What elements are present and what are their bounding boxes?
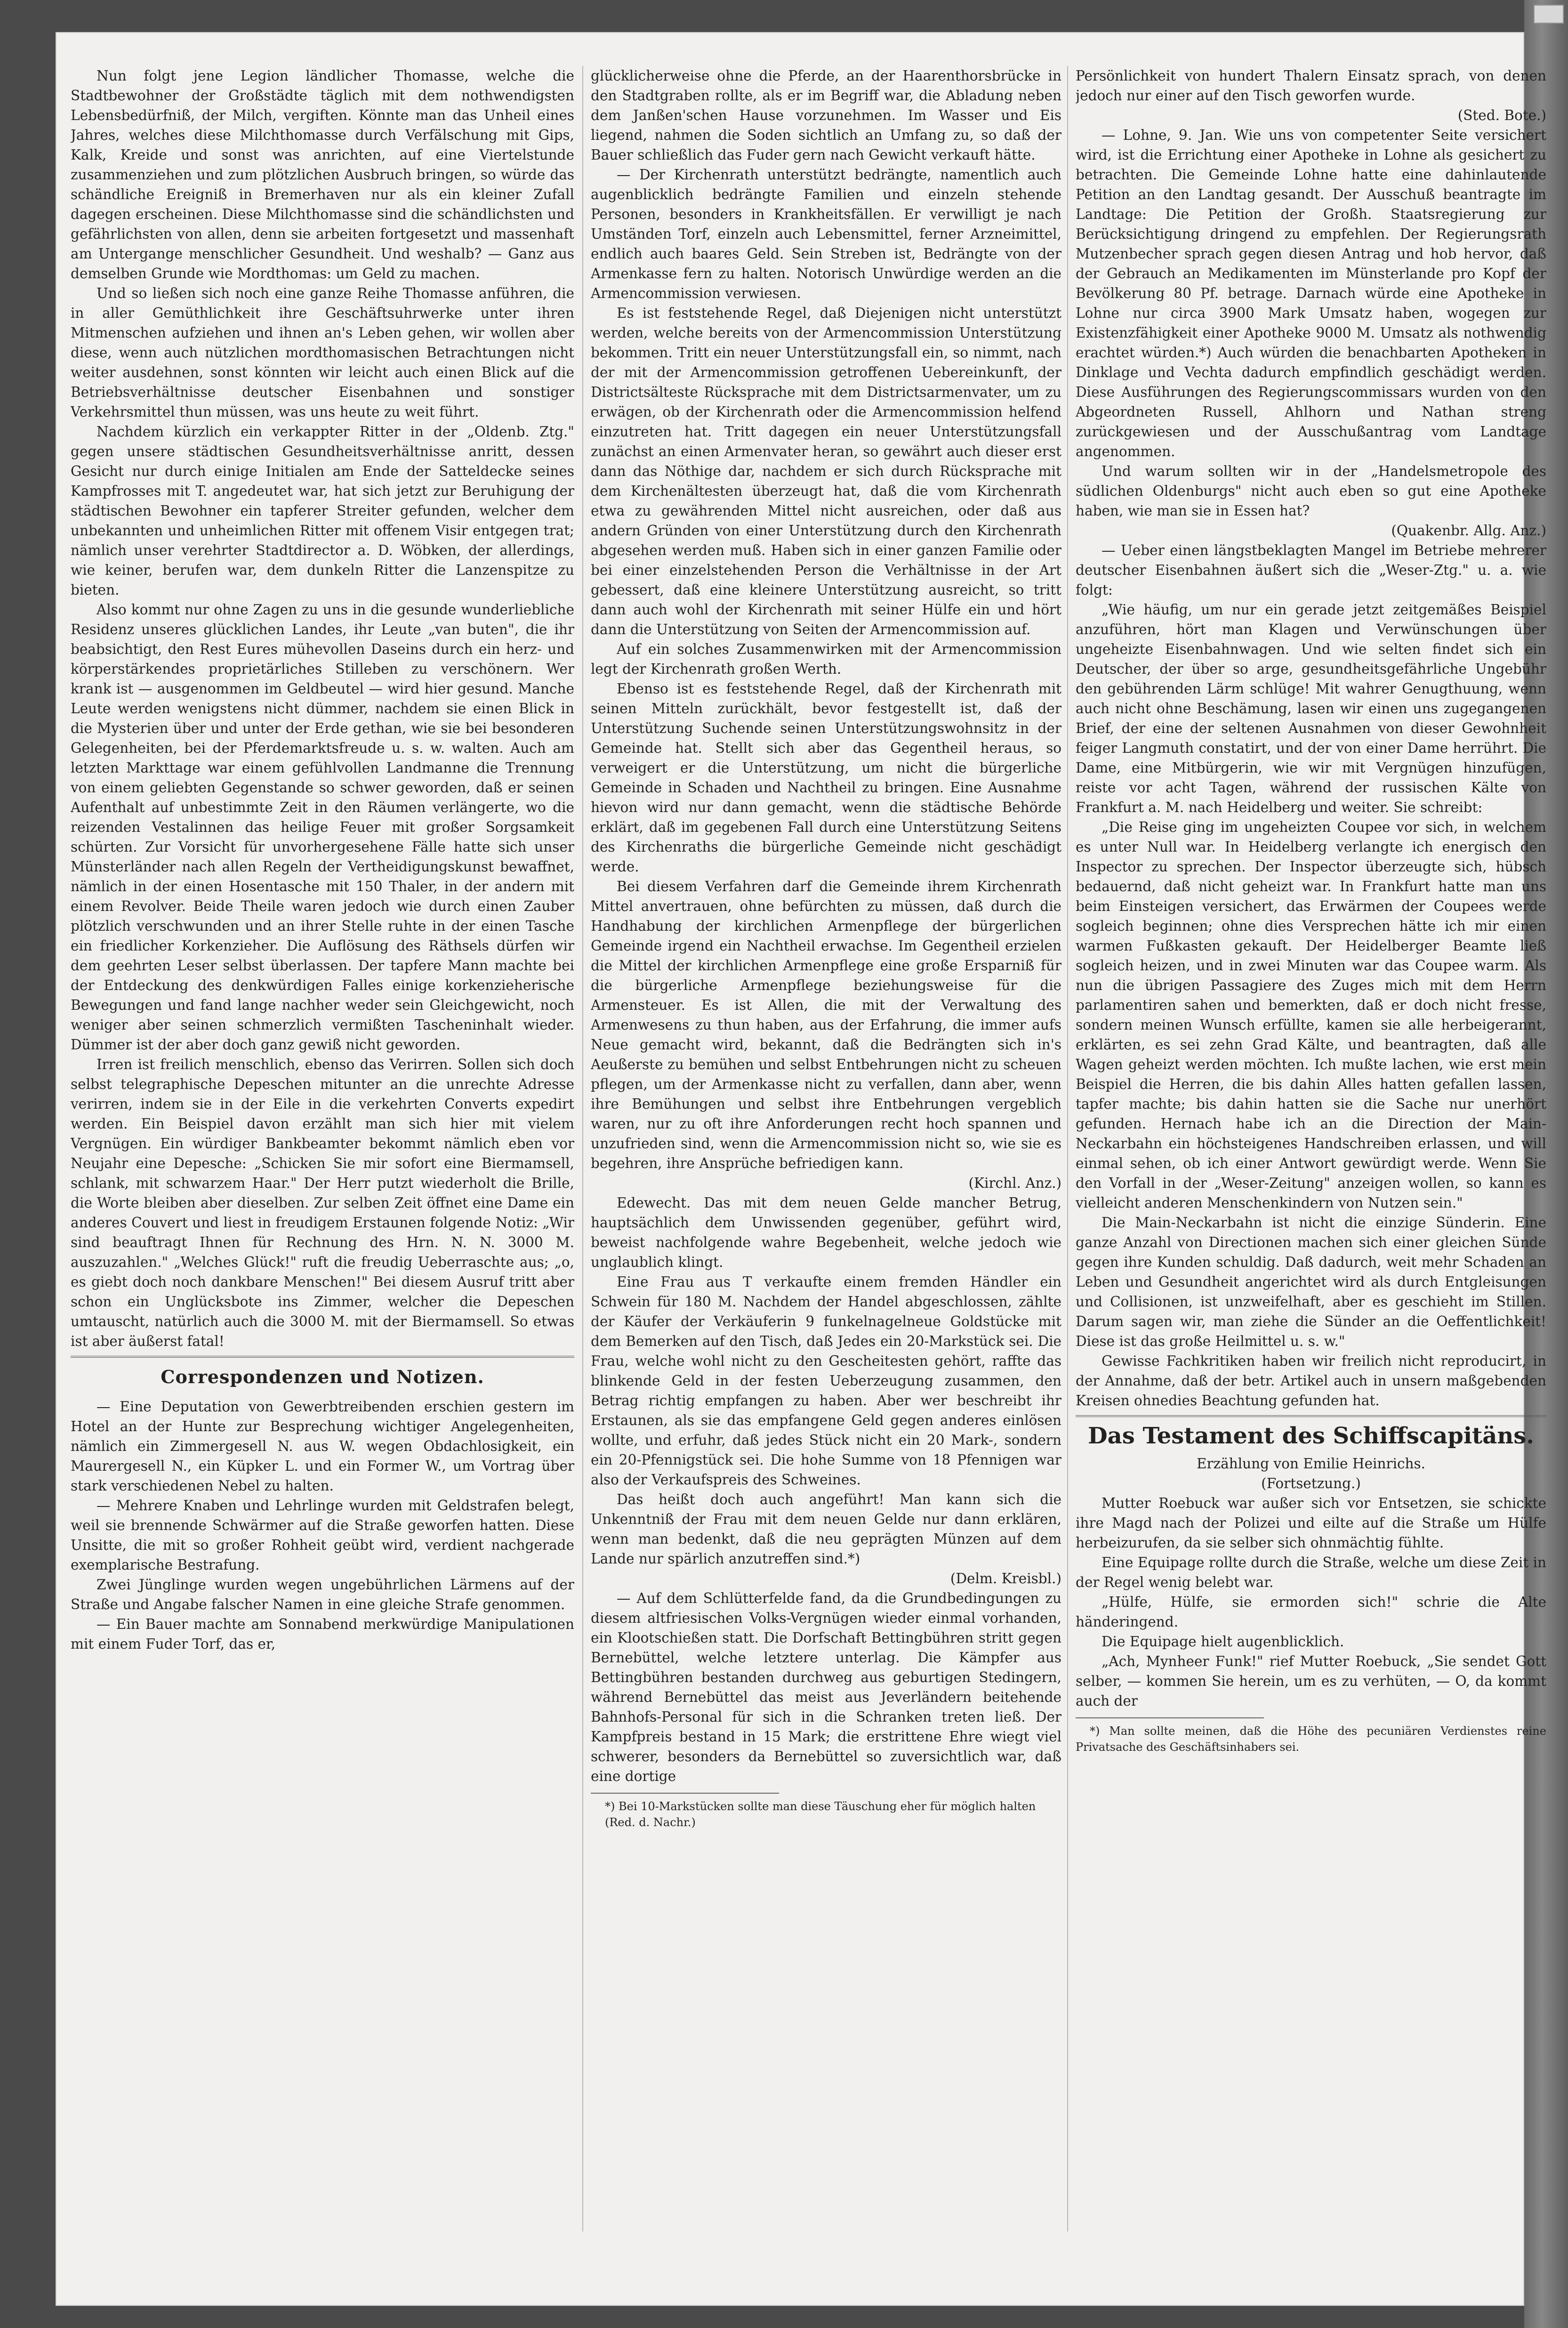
source-citation: (Sted. Bote.) <box>1457 107 1546 123</box>
footnote-rule <box>591 1793 779 1794</box>
paragraph: — Lohne, 9. Jan. Wie uns von competenter Seite versichert wird, ist die Errichtung einer Apotheke in Lohne als gesichert zu betrachten. Die Gemeinde Lohne hatte eine dahinlautende Petition an den Landtag gesandt. Der Ausschuß beantragte im Landtage: Die Petition der Großh. Staatsregierung zur Berücksichtigung dringend zu empfehlen. Der Regierungsrath Mutzenbecher sprach gegen diesen Antrag und hob hervor, daß der Gebrauch an Medikamenten im Münsterlande pro Kopf der Bevölkerung 80 Pf. betrage. Darnach würde eine Apotheke in Lohne nur circa 3900 Mark Umsatz haben, wogegen zur Existenzfähigkeit einer Apotheke 9000 M. Umsatz als nothwendig erachtet würden.*) Auch würden die benachbarten Apotheken in Dinklage und Vechta dadurch empfindlich geschädigt werden. Diese Ausführungen des Regierungscommissars wurden von den Abgeordneten Russell, Ahlhorn und Nathan streng zurückgewiesen und der Ausschußantrag vom Landtage angenommen. <box>1076 127 1546 459</box>
section-rule <box>71 1356 574 1358</box>
column-separator <box>1067 66 1068 2231</box>
paragraph: „Die Reise ging im ungeheizten Coupee vor sich, in welchem es unter Null war. In Heidelberg verlangte ich energisch den Inspector zu sprechen. Der Inspector überzeugte sich, hübsch bedauernd, daß nicht geheizt war. In Frankfurt hatte man uns beim Einsteigen versichert, das Erwärmen der Coupees werde sogleich beginnen; ohne dies Versprechen hätte ich mir einen warmen Fußkasten gekauft. Der Heidelberger Beamte ließ sogleich heizen, und in zwei Minuten war das Coupee warm. Als nun die übrigen Passagiere des Zuges mich mit dem Herrn parlamentiren sahen und bemerkten, daß er doch nicht fresse, sondern meinen Wunsch erfüllte, kamen sie alle herbeigerannt, erklärten, es sei zehn Grad Kälte, und beantragten, daß alle Wagen geheizt werden möchten. Ich mußte lachen, wie erst mein Beispiel die Herren, die bis dahin Alles hatten gefallen lassen, tapfer machte; bis dahin hatten sie die Sache nur unerhört gefunden. Hernach habe ich an die Direction der Main-Neckarbahn ein höchsteigenes Handschreiben erlassen, und will einmal sehen, ob ich einer Antwort gewürdigt werde. Wenn Sie den Vorfall in der „Weser-Zeitung" anzeigen wollen, so kann es vielleicht anderen Menschenkindern von Nutzen sein." <box>1076 819 1546 1211</box>
footnote-source: (Red. d. Nachr.) <box>605 1816 696 1829</box>
story-continuation: (Fortsetzung.) <box>1261 1475 1361 1491</box>
story-paragraph: Mutter Roebuck war außer sich vor Entsetzen, sie schickte ihre Magd nach der Polizei und eilte auf die Straße um Hülfe herbeizurufen, da sie selber sich ohnmächtig fühlte. <box>1076 1495 1546 1551</box>
paragraph: „Wie häufig, um nur ein gerade jetzt zeitgemäßes Beispiel anzuführen, hört man Klagen und Verwünschungen über ungeheizte Eisenbahnwagen. Und wie selten findet sich ein Deutscher, der über so arge, gesundheitsgefährliche Ungebühr den gebührenden Lärm schlüge! Mit wahrer Genugthuung, wenn auch nicht ohne Beschämung, lasen wir einen uns zugegangenen Brief, der eine der seltenen Ausnahmen von dieser Gewohnheit feiger Langmuth constatirt, und der von einer Dame herrührt. Die Dame, eine Mitbürgerin, wie wir mit Vergnügen hinzufügen, reiste vor acht Tagen, während der russischen Kälte von Frankfurt a. M. nach Heidelberg und weiter. Sie schreibt: <box>1076 602 1546 815</box>
notice: — Eine Deputation von Gewerbtreibenden erschien gestern im Hotel an der Hunte zur Besprechung wichtiger Angelegenheiten, nämlich ein Zimmergesell N. aus W. wegen Obdachlosigkeit, ein Maurergesell N., ein Küpker L. und ein Former W., um Vortrag über stark verschiedenen Nebel zu halten. <box>71 1399 574 1494</box>
story-paragraph: „Hülfe, Hülfe, sie ermorden sich!" schrie die Alte händeringend. <box>1076 1594 1546 1630</box>
footnote: *) Man sollte meinen, daß die Höhe des pecuniären Verdienstes reine Privatsache des Geschäftsinhabers sei. <box>1076 1724 1546 1754</box>
paragraph: Irren ist freilich menschlich, ebenso das Verirren. Sollen sich doch selbst telegraphische Depeschen mitunter an die unrechte Adresse verirren, indem sie in der Eile in die verkehrten Converts expedirt werden. Ein Beispiel davon erzählt man sich hier mit vielem Vergnügen. Ein würdiger Bankbeamter bekommt nämlich eben vor Neujahr eine Depesche: „Schicken Sie mir sofort eine Biermamsell, schlank, mit schwarzem Haar." Der Herr putzt wiederholt die Brille, die Worte bleiben aber dieselben. Zur selben Zeit öffnet eine Dame ein anderes Couvert und liest in freudigem Erstaunen folgende Notiz: „Wir sind beauftragt Ihnen für Rechnung des Hrn. N. N. 3000 M. auszuzahlen." „Welches Glück!" ruft die freudig Ueberraschte aus; „o, es giebt doch noch dankbare Menschen!" Bei diesem Ausruf tritt aber schon ein Unglücksbote ins Zimmer, welcher die Depeschen umtauscht, natürlich auch die 3000 M. mit der Biermamsell. So etwas ist aber äußerst fatal! <box>71 1056 574 1349</box>
paragraph: Es ist feststehende Regel, daß Diejenigen nicht unterstützt werden, welche bereits von der Armencommission Unterstützung bekommen. Tritt ein neuer Unterstützungsfall ein, so nimmt, nach der mit der Armencommission getroffenen Uebereinkunft, der Districtsälteste Rücksprache mit dem Districtsarmenvater, um zu erwägen, ob der Kirchenrath oder die Armencommission helfend einzutreten hat. Tritt dagegen ein neuer Unterstützungsfall zunächst an einen Armenvater heran, so gewährt auch dieser erst dann das Nöthige dar, nachdem er sich durch Rücksprache mit dem Kirchenältesten überzeugt hat, daß die vom Kirchenrath etwa zu gewährenden Mittel nicht ausreichen, oder daß aus andern Gründen von einer Unterstützung durch den Kirchenrath abgesehen werden muß. Haben sich in einer ganzen Familie oder bei einer einzelstehenden Person die Verhältnisse in der Art gebessert, daß eine kleinere Unterstützung ausreicht, so tritt dann auch wohl der Kirchenrath mit seiner Hülfe ein und hört dann die Unterstützung von Seiten der Armencommission auf. <box>591 305 1061 637</box>
paragraph: Persönlichkeit von hundert Thalern Einsatz sprach, von denen jedoch nur einer auf den Tisch geworfen wurde. <box>1076 68 1546 104</box>
notice: Zwei Jünglinge wurden wegen ungebührlichen Lärmens auf der Straße und Angabe falscher Namen in eine gleiche Strafe genommen. <box>71 1577 574 1612</box>
column-3 <box>1076 66 1546 2260</box>
paragraph: Eine Frau aus T verkaufte einem fremden Händler ein Schwein für 180 M. Nachdem der Handel abgeschlossen, zählte der Käufer der Verkäuferin 9 funkelnagelneue Goldstücke mit dem Bemerken auf den Tisch, daß Jedes ein 20-Markstück sei. Die Frau, welche wohl nicht zu den Gescheitesten gehört, raffte das blinkende Geld in der festen Ueberzeugung zusammen, den Betrag richtig empfangen zu haben. Aber wer beschreibt ihr Erstaunen, als sie das empfangene Geld gegen anderes einlösen wollte, und erfuhr, daß jedes Stück nicht ein 20 Mark-, sondern ein 20-Pfennigstück sei. Die hohe Summe von 18 Pfennigen war also der Verkaufspreis des Schweines. <box>591 1274 1061 1488</box>
story-title: Das Testament des Schiffscapitäns. <box>1088 1423 1534 1449</box>
footnote-rule <box>1076 1717 1264 1718</box>
column-separator <box>582 66 583 2231</box>
story-paragraph: Eine Equipage rollte durch die Straße, welche um diese Zeit in der Regel wenig belebt war. <box>1076 1555 1546 1590</box>
paragraph: Und warum sollten wir in der „Handelsmetropole des südlichen Oldenburgs" nicht auch eben so gut eine Apotheke haben, wie man sie in Essen hat? <box>1076 463 1546 519</box>
paragraph: Die Main-Neckarbahn ist nicht die einzige Sünderin. Eine ganze Anzahl von Directionen machen sich einer gleichen Sünde gegen ihre Kunden schuldig. Daß dadurch, weit mehr Schaden an Leben und Gesundheit angerichtet wird als durch Entgleisungen und Collisionen, ist unzweifelhaft, aber es geschieht im Stillen. Darum sagen wir, man ziehe die Sünder an die Oeffentlichkeit! Diese ist das große Heilmittel u. s. w." <box>1076 1215 1546 1349</box>
paragraph: Ebenso ist es feststehende Regel, daß der Kirchenrath mit seinen Mitteln zurückhält, bevor festgestellt ist, daß der Unterstützung Suchende seinen Unterstützungswohnsitz in der Gemeinde hat. Stellt sich aber das Gegentheil heraus, so verweigert er die Unterstützung, um nicht die bürgerliche Gemeinde in Schaden und Nachtheil zu bringen. Eine Ausnahme hievon wird nur dann gemacht, wenn die städtische Behörde erklärt, daß im gegebenen Fall durch eine Unterstützung Seitens des Kirchenraths die bürgerliche Gemeinde nicht geschädigt werde. <box>591 681 1061 875</box>
clip-marker <box>1534 5 1564 24</box>
section-rule <box>1076 1415 1546 1417</box>
column-2 <box>591 66 1061 2260</box>
paragraph: — Ueber einen längstbeklagten Mangel im Betriebe mehrerer deutscher Eisenbahnen äußert sich die „Weser-Ztg." u. a. wie folgt: <box>1076 542 1546 598</box>
paragraph: — Der Kirchenrath unterstützt bedrängte, namentlich auch augenblicklich bedrängte Familien und einzeln stehende Personen, besonders in Krankheitsfällen. Er verwilligt je nach Umständen Torf, einzeln auch Lebensmittel, ferner Arzneimittel, endlich auch baares Geld. Sein Streben ist, Bedrängte von der Armenkasse fern zu halten. Notorisch Unwürdige werden an die Armencommission verwiesen. <box>591 167 1061 301</box>
notice: — Mehrere Knaben und Lehrlinge wurden mit Geldstrafen belegt, weil sie brennende Schwärmer auf die Straße geworfen hatten. Diese Unsitte, die mit so großer Rohheit geübt wird, verdient nachgerade exemplarische Bestrafung. <box>71 1498 574 1573</box>
paragraph: Gewisse Fachkritiken haben wir freilich nicht reproducirt, in der Annahme, daß der betr. Artikel auch in unsern maßgebenden Kreisen ohnedies Beachtung gefunden hat. <box>1076 1353 1546 1409</box>
paragraph: Auf ein solches Zusammenwirken mit der Armencommission legt der Kirchenrath großen Werth. <box>591 641 1061 677</box>
column-1 <box>71 66 574 2260</box>
story-byline: Erzählung von Emilie Heinrichs. <box>1196 1456 1426 1472</box>
paragraph: Also kommt nur ohne Zagen zu uns in die gesunde wunderliebliche Residenz unseres glücklichen Landes, ihr Leute „van buten", die ihr beabsichtigt, den Rest Eures mühevollen Daseins durch ein herz- und körperstärkendes proprietärliches Stilleben zu verschönern. Wer krank ist — ausgenommen im Geldbeutel — wird hier gesund. Manche Leute werden wenigstens nicht dümmer, nachdem sie einen Blick in die Mysterien über und unter der Erde gethan, wie sie bei besonderen Gelegenheiten, bei der Pferdemarktsfreude u. s. w. walten. Auch am letzten Markttage war einem gefühlvollen Landmanne die Trennung von einem geliebten Gegenstande so schwer geworden, daß er seinen Aufenthalt auf unbestimmte Zeit in den Räumen verlängerte, wo die reizenden Vestalinnen das heilige Feuer mit großer Sorgsamkeit schürten. Zur Vorsicht für unvorhergesehene Fälle hatte sich unser Münsterländer nach allen Regeln der Vertheidigungskunst bewaffnet, nämlich in der einen Hosentasche mit 150 Thaler, in der andern mit einem Revolver. Beide Theile waren jedoch wie durch einen Zauber plötzlich verschwunden und an ihrer Stelle ruhte in der einen Tasche ein friedlicher Korkenzieher. Die Auflösung des Räthsels dürfen wir dem geehrten Leser selbst überlassen. Der tapfere Mann machte bei der Entdeckung des denkwürdigen Falles einige korkenzieherische Bewegungen und fand lange nachher weder sein Gleichgewicht, noch weniger aber seinen schmerzlich vermißten Tascheninhalt wieder. Dümmer ist der aber doch ganz gewiß nicht geworden. <box>71 602 574 1053</box>
paragraph: Nachdem kürzlich ein verkappter Ritter in der „Oldenb. Ztg." gegen unsere städtischen Gesundheitsverhältnisse anritt, dessen Gesicht nur durch einige Initialen am Ende der Satteldecke seines Kampfrosses mit T. angedeutet war, hat sich jetzt zur Beruhigung der städtischen Bewohner ein tapferer Streiter gefunden, welcher dem unbekannten und unheimlichen Ritter mit offenem Visir entgegen trat; nämlich unser verehrter Stadtdirector a. D. Wöbken, der allerdings, wie keiner, berufen war, dem dunkeln Ritter die Lanzenspitze zu bieten. <box>71 424 574 598</box>
story-paragraph: Die Equipage hielt augenblicklich. <box>1102 1634 1344 1650</box>
paragraph-edewecht: Edewecht. Das mit dem neuen Gelde mancher Betrug, hauptsächlich dem Unwissenden gegenüber, geführt wird, beweist nachfolgende wahre Begebenheit, welche jedoch wie unglaublich klingt. <box>591 1195 1061 1270</box>
source-citation: (Delm. Kreisbl.) <box>950 1571 1061 1587</box>
paragraph: Das heißt doch auch angeführt! Man kann sich die Unkenntniß der Frau mit dem neuen Gelde nur dann erklären, wenn man bedenkt, daß die neu geprägten Münzen auf dem Lande nur spärlich anzutreffen sind.*) <box>591 1491 1061 1567</box>
paragraph: — Auf dem Schlütterfelde fand, da die Grundbedingungen zu diesem altfriesischen Volks-Vergnügen wieder einmal vorhanden, ein Klootschießen statt. Die Dorfschaft Bettingbühren stritt gegen Bernebüttel, welche letztere unterlag. Die Kämpfer aus Bettingbühren bestanden durchweg aus geburtigen Stedingern, während Bernebüttel das meist aus Jeverländern beitehende Bahnhofs-Personal für sich in die Schranken treten ließ. Der Kampfpreis bestand in 15 Mark; die erstrittene Ehre wiegt viel schwerer, besonders da Bernebüttel so zuversichtlich war, daß eine dortige <box>591 1590 1061 1784</box>
paragraph: glücklicherweise ohne die Pferde, an der Haarenthorsbrücke in den Stadtgraben rollte, als er im Begriff war, die Abladung neben dem Janßen'schen Hause vorzunehmen. Im Wasser und Eis liegend, nahmen die Soden sichtlich an Umfang zu, so daß der Bauer schließlich das Fuder gern nach Gewicht verkauft hätte. <box>591 68 1061 163</box>
paragraph: Und so ließen sich noch eine ganze Reihe Thomasse anführen, die in aller Gemüthlichkeit ihre Geschäftsuhrwerke unter ihren Mitmenschen aufziehen und ihnen an's Leben gehen, wir wollen aber diese, wenn auch nützlichen mordthomasischen Betrachtungen nicht weiter ausdehnen, sonst könnten wir leicht auch einen Blick auf die Betriebsverhältnisse deutscher Eisenbahnen und sonstiger Verkehrsmittel thun müssen, was uns heute zu weit führt. <box>71 285 574 420</box>
footnote: *) Bei 10-Markstücken sollte man diese Täuschung eher für möglich halten <box>605 1800 1036 1813</box>
story-paragraph: „Ach, Mynheer Funk!" rief Mutter Roebuck, „Sie sendet Gott selber, — kommen Sie herein, um es zu verhüten, — O, da kommt auch der <box>1076 1653 1546 1709</box>
section-title: Correspondenzen und Notizen. <box>161 1366 484 1387</box>
paragraph: Nun folgt jene Legion ländlicher Thomasse, welche die Stadtbewohner der Großstädte täglich mit dem nothwendigsten Lebensbedürfniß, der Milch, vergiften. Könnte man das Unheil eines Jahres, welches diese Milchthomasse durch Verfälschung mit Gips, Kalk, Kreide und sonst was anrichten, auf eine Viertelstunde zusammenziehen und zum plötzlichen Ausbruch bringen, so würde das schändliche Ereigniß in Bremerhaven nur als ein kleiner Zufall dagegen erscheinen. Diese Milchthomasse sind die schändlichsten und gefährlichsten von allen, denn sie arbeiten fortgesetzt und massenhaft am Untergange menschlicher Gesundheit. Und weshalb? — Ganz aus demselben Grunde wie Mordthomas: um Geld zu machen. <box>71 68 574 282</box>
source-citation: (Kirchl. Anz.) <box>968 1175 1061 1191</box>
notice: — Ein Bauer machte am Sonnabend merkwürdige Manipulationen mit einem Fuder Torf, das er, <box>71 1616 574 1652</box>
source-citation: (Quakenbr. Allg. Anz.) <box>1391 523 1546 539</box>
paragraph: Bei diesem Verfahren darf die Gemeinde ihrem Kirchenrath Mittel anvertrauen, ohne befürchten zu müssen, daß durch die Handhabung der kirchlichen Armenpflege der bürgerlichen Gemeinde irgend ein Nachtheil erwachse. Im Gegentheil erzielen die Mittel der kirchlichen Armenpflege eine große Ersparniß für die bürgerliche Armenpflege beziehungsweise für die Armensteuer. Es ist Allen, die mit der Verwaltung des Armenwesens zu thun haben, aus der Erfahrung, die immer aufs Neue gemacht wird, bekannt, daß die Bedrängten sich in's Aeußerste zu bemühen und selbst Entbehrungen nicht zu scheuen pflegen, um der Armenkasse nicht zu verfallen, dann aber, wenn ihre Bemühungen und selbst ihre Entbehrungen vergeblich waren, nur zu oft ihre Anforderungen recht hoch spannen und unzufrieden sind, wenn die Armencommission nicht so, wie sie es begehren, ihre Ansprüche befriedigen kann. <box>591 878 1061 1171</box>
